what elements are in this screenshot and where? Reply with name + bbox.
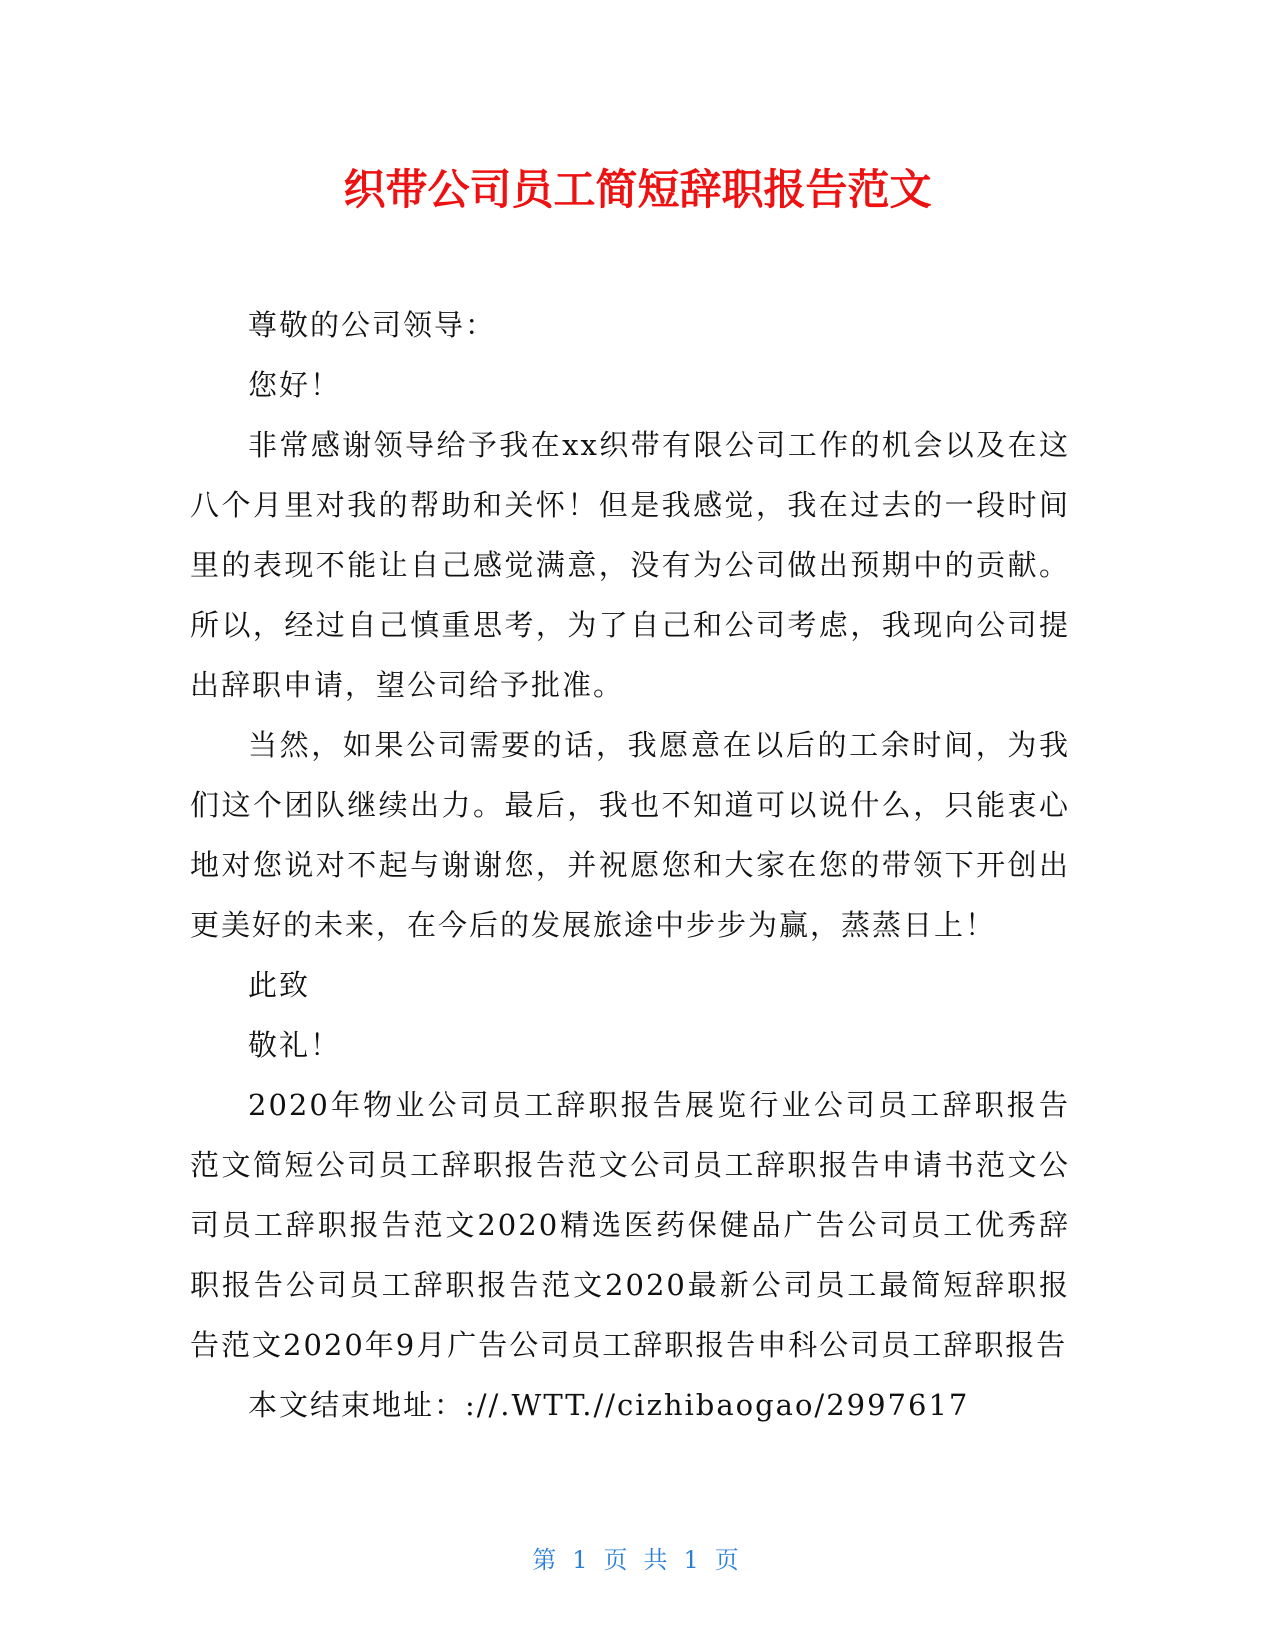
page-total: 1 — [683, 1546, 703, 1574]
greeting: 您好！ — [248, 368, 342, 402]
paragraph: 非常感谢领导给予我在xx织带有限公司工作的机会以及在这八个月里对我的帮助和关怀！但是我感觉，我在过去的一段时间里的表现不能让自己感觉满意，没有为公司做出预期中的贡献。所以，经过自己慎重思考，为了自己和公司考虑，我现向公司提出辞职申请，望公司给予批准。 — [190, 428, 1070, 702]
page-label: 页 — [603, 1546, 632, 1574]
paragraph: 当然，如果公司需要的话，我愿意在以后的工余时间，为我们这个团队继续出力。最后，我也不知道可以说什么，只能衷心地对您说对不起与谢谢您，并祝愿您和大家在您的带领下开创出更美好的未来，在今后的发展旅途中步步为赢，蒸蒸日上！ — [190, 728, 1070, 942]
page-footer — [0, 1540, 1275, 1575]
source-address: 本文结束地址：://.WTT.//cizhibaogao/2997617 — [248, 1388, 970, 1422]
page-label: 页 — [714, 1546, 743, 1574]
document-title: 织带公司员工简短辞职报告范文 — [343, 165, 932, 214]
salutation: 尊敬的公司领导： — [248, 308, 497, 342]
closing-line: 此致 — [248, 968, 311, 1002]
page-label: 共 — [643, 1546, 672, 1574]
page-label: 第 — [532, 1546, 561, 1574]
document-body — [190, 295, 1070, 1435]
related-articles: 2020年物业公司员工辞职报告展览行业公司员工辞职报告范文简短公司员工辞职报告范文公司员工辞职报告申请书范文公司员工辞职报告范文2020精选医药保健品广告公司员工优秀辞职报告公司员工辞职报告范文2020最新公司员工最简短辞职报告范文2020年9月广告公司员工辞职报告申科公司员工辞职报告 — [190, 1088, 1070, 1362]
closing-regards: 敬礼！ — [248, 1028, 342, 1062]
page-current: 1 — [572, 1546, 592, 1574]
